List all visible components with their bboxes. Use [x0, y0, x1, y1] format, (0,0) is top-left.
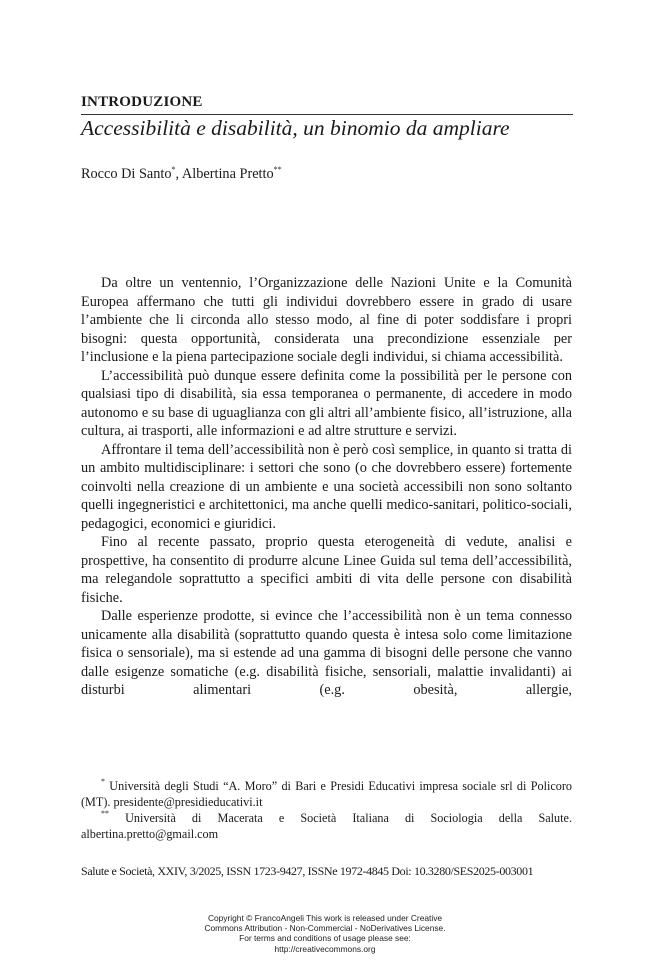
- paragraph: Da oltre un ventennio, l’Organizzazione delle Nazioni Unite e la Comunità Europea affermano che tutti gli individui dovrebbero essere in grado di usare l’ambiente che li circonda allo stesso modo, al fine di poter soddisfare i propri bisogni: questa opportunità, considerata una precondizione essenziale per l’inclusione e la piena partecipazione sociale degli individui, si chiama accessibilità.: [81, 275, 572, 365]
- paragraph: Affrontare il tema dell’accessibilità non è però così semplice, in quanto si tratta di un ambito multidisciplinare: i settori che sono (o che dovrebbero essere) fortemente coinvolti nella creazione di un ambiente e una società accessibili non sono soltanto quelli ingegneristici e architettonici, ma anche quelli medico-sanitari, politico-sociali, pedagogici, economici e giuridici.: [81, 441, 572, 532]
- section-heading: INTRODUZIONE: [81, 94, 203, 110]
- paragraph: L’accessibilità può dunque essere definita come la possibilità per le persone con qualsiasi tipo di disabilità, sia essa temporanea o permanente, di accedere in modo autonomo e su base di uguaglianza con gli altri all’ambiente fisico, all’istruzione, alla cultura, ai trasporti, alle informazioni e ad altre strutture e servizi.: [81, 367, 572, 439]
- author-name: Albertina Pretto: [181, 166, 274, 182]
- author-footnote-mark: *: [171, 165, 176, 174]
- footnote-text: Università degli Studi “A. Moro” di Bari e Presidi Educativi impresa sociale srl di Policoro (MT). presidente@presidieducativi.it: [81, 779, 572, 809]
- footnotes: [81, 778, 572, 842]
- author-line: [81, 166, 282, 183]
- footnote-text: Università di Macerata e Società Italiana di Sociologia della Salute. albertina.pretto@gmail.com: [81, 811, 572, 841]
- footnote: [81, 810, 572, 842]
- footnote-mark: *: [101, 777, 105, 786]
- author-name: Rocco Di Santo: [81, 166, 172, 182]
- body-text: [81, 274, 572, 700]
- author-separator: ,: [175, 166, 182, 182]
- author-footnote-mark: **: [273, 165, 282, 174]
- article-title: Accessibilità e disabilità, un binomio da ampliare: [81, 116, 510, 140]
- license-notice: [0, 913, 650, 954]
- license-line: Copyright © FrancoAngeli This work is released under Creative: [207, 913, 443, 923]
- license-line: For terms and conditions of usage please see:: [239, 933, 411, 944]
- heading-rule: [81, 114, 573, 115]
- journal-citation: Salute e Società, XXIV, 3/2025, ISSN 1723-9427, ISSNe 1972-4845 Doi: 10.3280/SES2025-003001: [81, 864, 534, 878]
- license-link[interactable]: http://creativecommons.org: [274, 943, 376, 954]
- paragraph: Fino al recente passato, proprio questa eterogeneità di vedute, analisi e prospettive, ha consentito di produrre alcune Linee Guida sul tema dell’accessibilità, ma relegandole soprattutto a specifici ambiti di vita delle persone con disabilità fisiche.: [81, 534, 572, 606]
- paragraph: Dalle esperienze prodotte, si evince che l’accessibilità non è un tema connesso unicamente alla disabilità (soprattutto quando questa è intesa solo come limitazione fisica o sensoriale), ma si estende ad una gamma di bisogni delle persone che vanno dalle esigenze somatiche (e.g. disabilità fisiche, sensoriali, malattie invalidanti) ai disturbi alimentari (e.g. obesità, allergie,: [81, 608, 572, 698]
- footnote: [81, 778, 572, 810]
- footnote-mark: **: [101, 809, 109, 818]
- license-line: Commons Attribution - Non-Commercial - NoDerivatives License.: [204, 923, 446, 934]
